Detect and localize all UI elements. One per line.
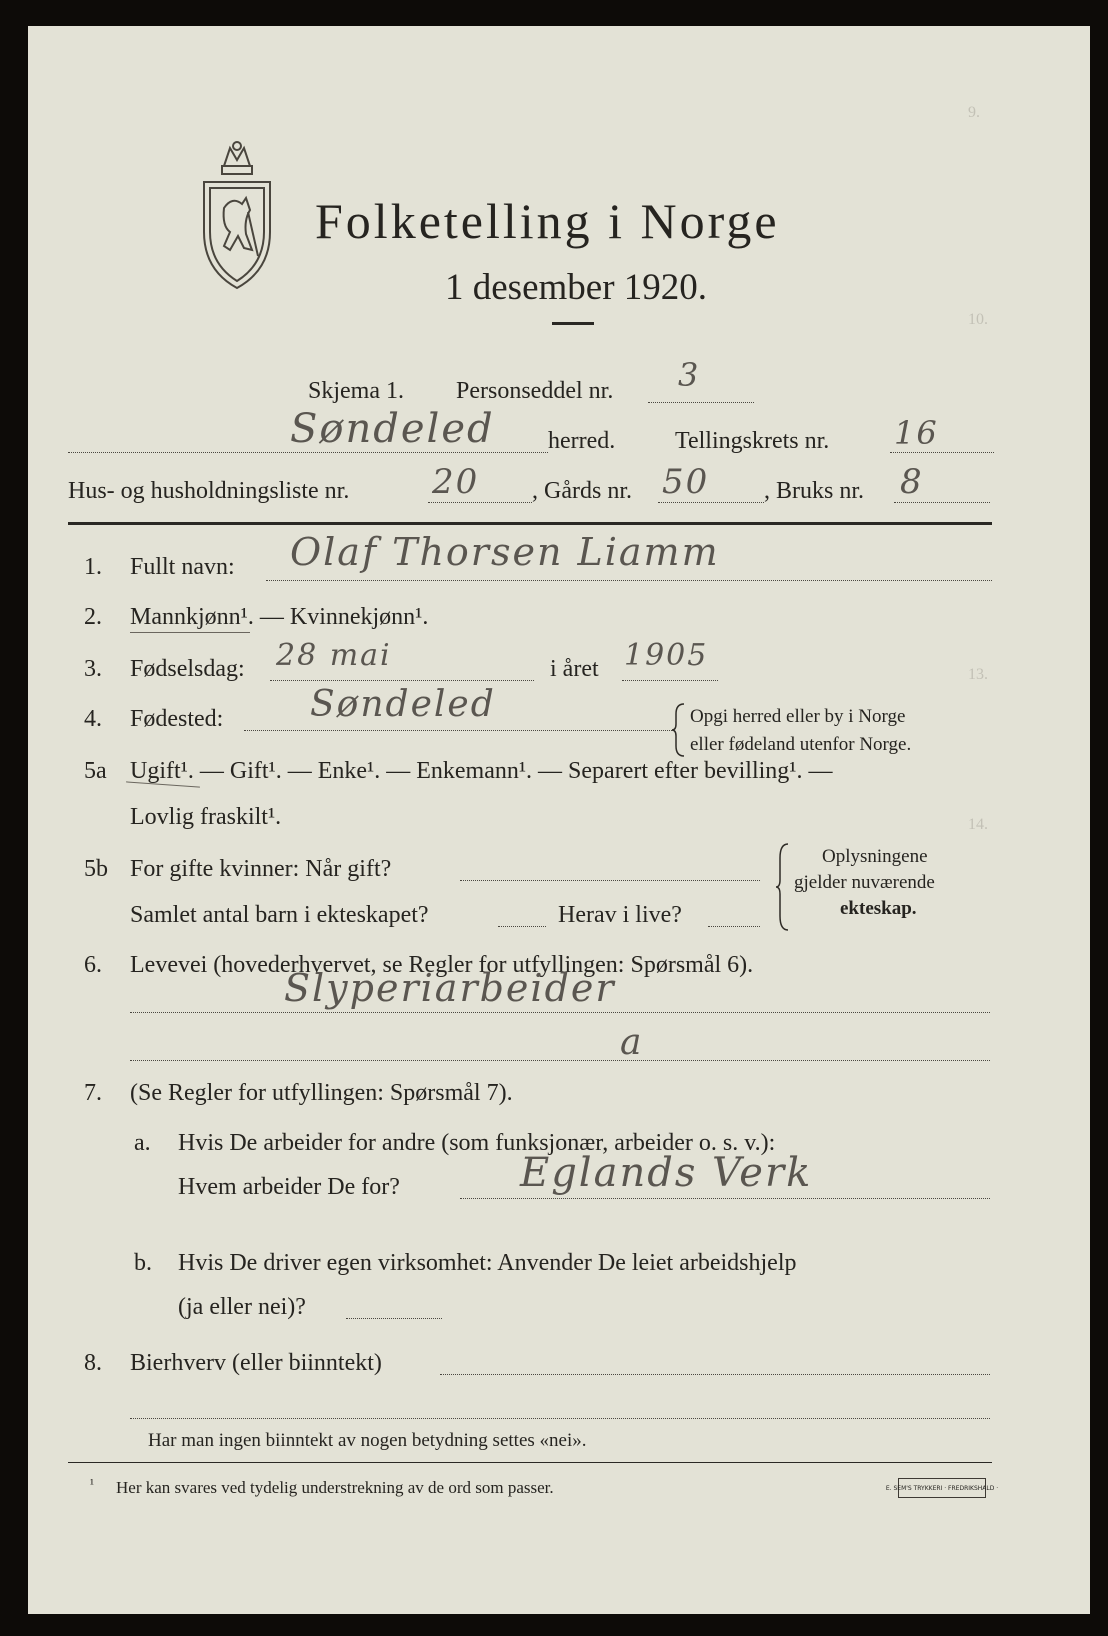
q1-label: Fullt navn:: [130, 554, 235, 580]
q7-number: 7.: [84, 1080, 102, 1106]
q7a-label: Hvem arbeider De for?: [178, 1174, 400, 1200]
personseddel-line: [648, 402, 754, 403]
brace-icon: [672, 702, 686, 758]
personseddel-field[interactable]: 3: [678, 356, 701, 394]
husliste-label: Hus- og husholdningsliste nr.: [68, 478, 350, 504]
bleed-through-text: 10.: [968, 311, 988, 328]
q4-note-2: eller fødeland utenfor Norge.: [690, 734, 912, 755]
q5b-note-1: Oplysningene: [822, 846, 928, 867]
q5b-line: [460, 880, 760, 881]
husliste-field[interactable]: 20: [432, 462, 480, 502]
full-name-field[interactable]: Olaf Thorsen Liamm: [290, 530, 720, 574]
q5b-note-2: gjelder nuværende: [794, 872, 935, 893]
herred-field[interactable]: Søndeled: [290, 406, 495, 452]
q8-line: [440, 1374, 990, 1375]
title-divider: [552, 322, 594, 325]
q4-label: Fødested:: [130, 706, 224, 732]
q5b-label: For gifte kvinner: Når gift?: [130, 856, 392, 882]
footnote-text: Her kan svares ved tydelig understrekning av de ord som passer.: [116, 1478, 554, 1497]
husliste-line: [428, 502, 532, 503]
q5a-number: 5a: [84, 758, 107, 784]
skjema-label: Skjema 1.: [308, 378, 404, 404]
birthplace-field[interactable]: Søndeled: [310, 684, 496, 725]
q3-year-label: i året: [550, 656, 599, 682]
q1-number: 1.: [84, 554, 102, 580]
q3-number: 3.: [84, 656, 102, 682]
marital-status-options: Ugift¹. — Gift¹. — Enke¹. — Enkemann¹. — Separert efter bevilling¹. —: [130, 758, 833, 784]
header-separator: [68, 522, 992, 525]
q7b-text: Hvis De driver egen virksomhet: Anvender De leiet arbeidshjelp: [178, 1250, 797, 1276]
q3-year-line: [622, 680, 718, 681]
bruks-label: , Bruks nr.: [764, 478, 865, 504]
footer-separator: [68, 1462, 992, 1463]
q7a-letter: a.: [134, 1130, 151, 1156]
brace-icon: [776, 842, 790, 932]
bleed-through-text: 13.: [968, 666, 988, 683]
q7b-label: (ja eller nei)?: [178, 1294, 306, 1320]
tellingskrets-label: Tellingskrets nr.: [675, 428, 830, 454]
q5b-line-2: [498, 926, 546, 927]
herred-label: herred.: [548, 428, 616, 454]
gards-field[interactable]: 50: [662, 462, 710, 502]
q7-label: (Se Regler for utfyllingen: Spørsmål 7).: [130, 1080, 513, 1106]
q6-number: 6.: [84, 952, 102, 978]
q4-note-1: Opgi herred eller by i Norge: [690, 706, 906, 727]
printer-stamp: E. SEM'S TRYKKERI · FREDRIKSHALD ·: [898, 1478, 986, 1498]
q3-label: Fødselsdag:: [130, 656, 245, 682]
q7b-line: [346, 1318, 442, 1319]
q5b-note-3: ekteskap.: [840, 898, 917, 919]
q4-line: [244, 730, 672, 731]
q5b-label-2: Samlet antal barn i ekteskapet?: [130, 902, 429, 928]
q4-number: 4.: [84, 706, 102, 732]
mannkjonn-underline: [130, 632, 250, 633]
q8-line-2: [130, 1418, 990, 1419]
marital-status-options-2: Lovlig fraskilt¹.: [130, 804, 282, 830]
q7a-text: Hvis De arbeider for andre (som funksjonær, arbeider o. s. v.):: [178, 1130, 776, 1156]
q5b-label-3: Herav i live?: [558, 902, 682, 928]
bruks-line: [894, 502, 990, 503]
q1-line: [266, 580, 992, 581]
bleed-through-text: 14.: [968, 816, 988, 833]
gender-options: Mannkjønn¹. — Kvinnekjønn¹.: [130, 604, 429, 630]
gards-line: [658, 502, 764, 503]
employer-field[interactable]: Eglands Verk: [520, 1150, 813, 1196]
gards-label: , Gårds nr.: [532, 478, 632, 504]
q6-line: [130, 1012, 990, 1013]
q2-number: 2.: [84, 604, 102, 630]
herred-line: [68, 452, 548, 453]
q6-line-2: [130, 1060, 990, 1061]
q7a-line: [460, 1198, 990, 1199]
census-form-page: [28, 26, 1090, 1614]
q5b-number: 5b: [84, 856, 108, 882]
q7b-letter: b.: [134, 1250, 152, 1276]
tellingskrets-line: [890, 452, 994, 453]
footnote-mark: ¹: [90, 1476, 94, 1491]
census-date: 1 desember 1920.: [445, 267, 708, 308]
occupation-field[interactable]: Slyperiarbeider: [284, 966, 616, 1010]
occupation-code[interactable]: a: [620, 1022, 644, 1063]
q5b-line-3: [708, 926, 760, 927]
q8-number: 8.: [84, 1350, 102, 1376]
tellingskrets-field[interactable]: 16: [894, 414, 939, 452]
q3-line: [270, 680, 534, 681]
personseddel-label: Personseddel nr.: [456, 378, 614, 404]
birthday-field[interactable]: 28 mai: [276, 638, 392, 673]
form-title: Folketelling i Norge: [315, 193, 780, 249]
q8-label: Bierhverv (eller biinntekt): [130, 1350, 382, 1376]
bruks-field[interactable]: 8: [900, 462, 924, 502]
coat-of-arms-icon: [196, 138, 278, 293]
bleed-through-text: 9.: [968, 104, 980, 121]
q6-label: Levevei (hovederhvervet, se Regler for utfyllingen: Spørsmål 6).: [130, 952, 754, 978]
birth-year-field[interactable]: 1905: [624, 638, 709, 673]
footer-note: Har man ingen biinntekt av nogen betydning settes «nei».: [148, 1430, 587, 1451]
